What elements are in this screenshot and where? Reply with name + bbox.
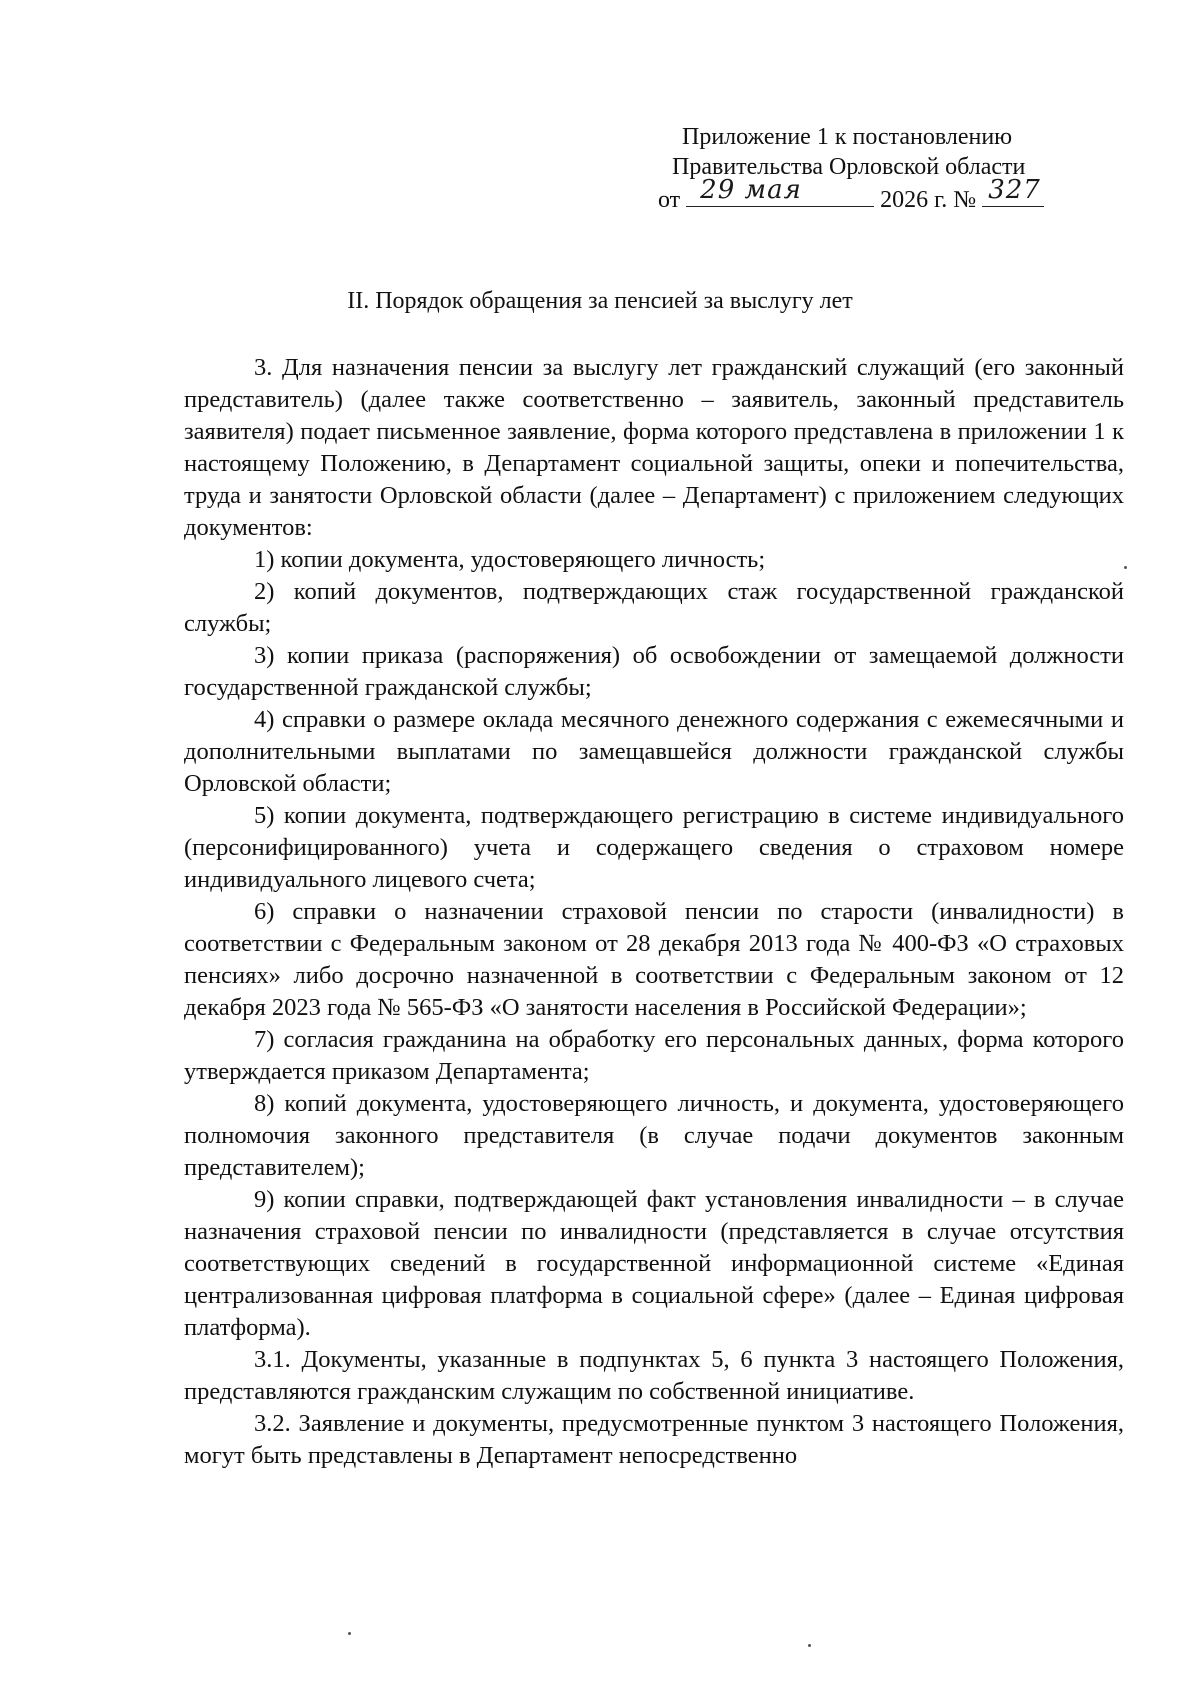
body-text: [184, 352, 1124, 1472]
list-item-1: 1) копии документа, удостоверяющего личность;: [254, 546, 766, 573]
appendix-header: [658, 122, 1098, 216]
date-prefix: от: [658, 187, 681, 213]
handwritten-number: 327: [988, 175, 1041, 205]
list-item-6: 6) справки о назначении страховой пенсии по старости (инвалидности) в соответствии с Федеральным законом от 28 декабря 2013 года № 400-ФЗ «О страховых пенсиях» либо досрочно назначенной в соответствии с Федеральным законом от 12 декабря 2023 года № 565-ФЗ «О занятости населения в Российской Федерации»;: [184, 898, 1124, 1021]
number-blank: [982, 175, 1044, 207]
appendix-line-2: Правительства Орловской области: [672, 154, 1026, 180]
paragraph-3: 3. Для назначения пенсии за выслугу лет гражданский служащий (его законный представитель) (далее также соответственно – заявитель, законный представитель заявителя) подает письменное заявление, форма которого представлена в приложении 1 к настоящему Положению, в Департамент социальной защиты, опеки и попечительства, труда и занятости Орловской области (далее – Департамент) с приложением следующих документов:: [184, 354, 1124, 541]
year-text: 2026 г. №: [880, 187, 977, 213]
paragraph-3-1: 3.1. Документы, указанные в подпунктах 5, 6 пункта 3 настоящего Положения, представляются гражданским служащим по собственной инициативе.: [184, 1346, 1124, 1405]
list-item-3: 3) копии приказа (распоряжения) об освобождении от замещаемой должности государственной гражданской службы;: [184, 642, 1124, 701]
handwritten-date: 29 мая: [700, 175, 802, 205]
list-item-9: 9) копии справки, подтверждающей факт установления инвалидности – в случае назначения страховой пенсии по инвалидности (представляется в случае отсутствия соответствующих сведений в государственной информационной системе «Единая централизованная цифровая платформа в социальной сфере» (далее – Единая цифровая платформа).: [184, 1186, 1124, 1341]
list-item-2: 2) копий документов, подтверждающих стаж государственной гражданской службы;: [184, 578, 1124, 637]
list-item-8: 8) копий документа, удостоверяющего личность, и документа, удостоверяющего полномочия законного представителя (в случае подачи документов законным представителем);: [184, 1090, 1124, 1181]
scan-speck: [1124, 566, 1127, 569]
appendix-line-1: Приложение 1 к постановлению: [682, 124, 1013, 150]
scan-speck: [808, 1644, 811, 1647]
list-item-7: 7) согласия гражданина на обработку его персональных данных, форма которого утверждается приказом Департамента;: [184, 1026, 1124, 1085]
date-blank: [686, 175, 874, 207]
appendix-date-line: [658, 175, 1098, 216]
list-item-4: 4) справки о размере оклада месячного денежного содержания с ежемесячными и дополнительными выплатами по замещавшейся должности гражданской службы Орловской области;: [184, 706, 1124, 797]
scan-speck: [348, 1632, 351, 1635]
paragraph-3-2: 3.2. Заявление и документы, предусмотренные пунктом 3 настоящего Положения, могут быть представлены в Департамент непосредственно: [184, 1410, 1124, 1469]
section-title: II. Порядок обращения за пенсией за выслугу лет: [347, 288, 853, 314]
list-item-5: 5) копии документа, подтверждающего регистрацию в системе индивидуального (персонифицированного) учета и содержащего сведения о страховом номере индивидуального лицевого счета;: [184, 802, 1124, 893]
